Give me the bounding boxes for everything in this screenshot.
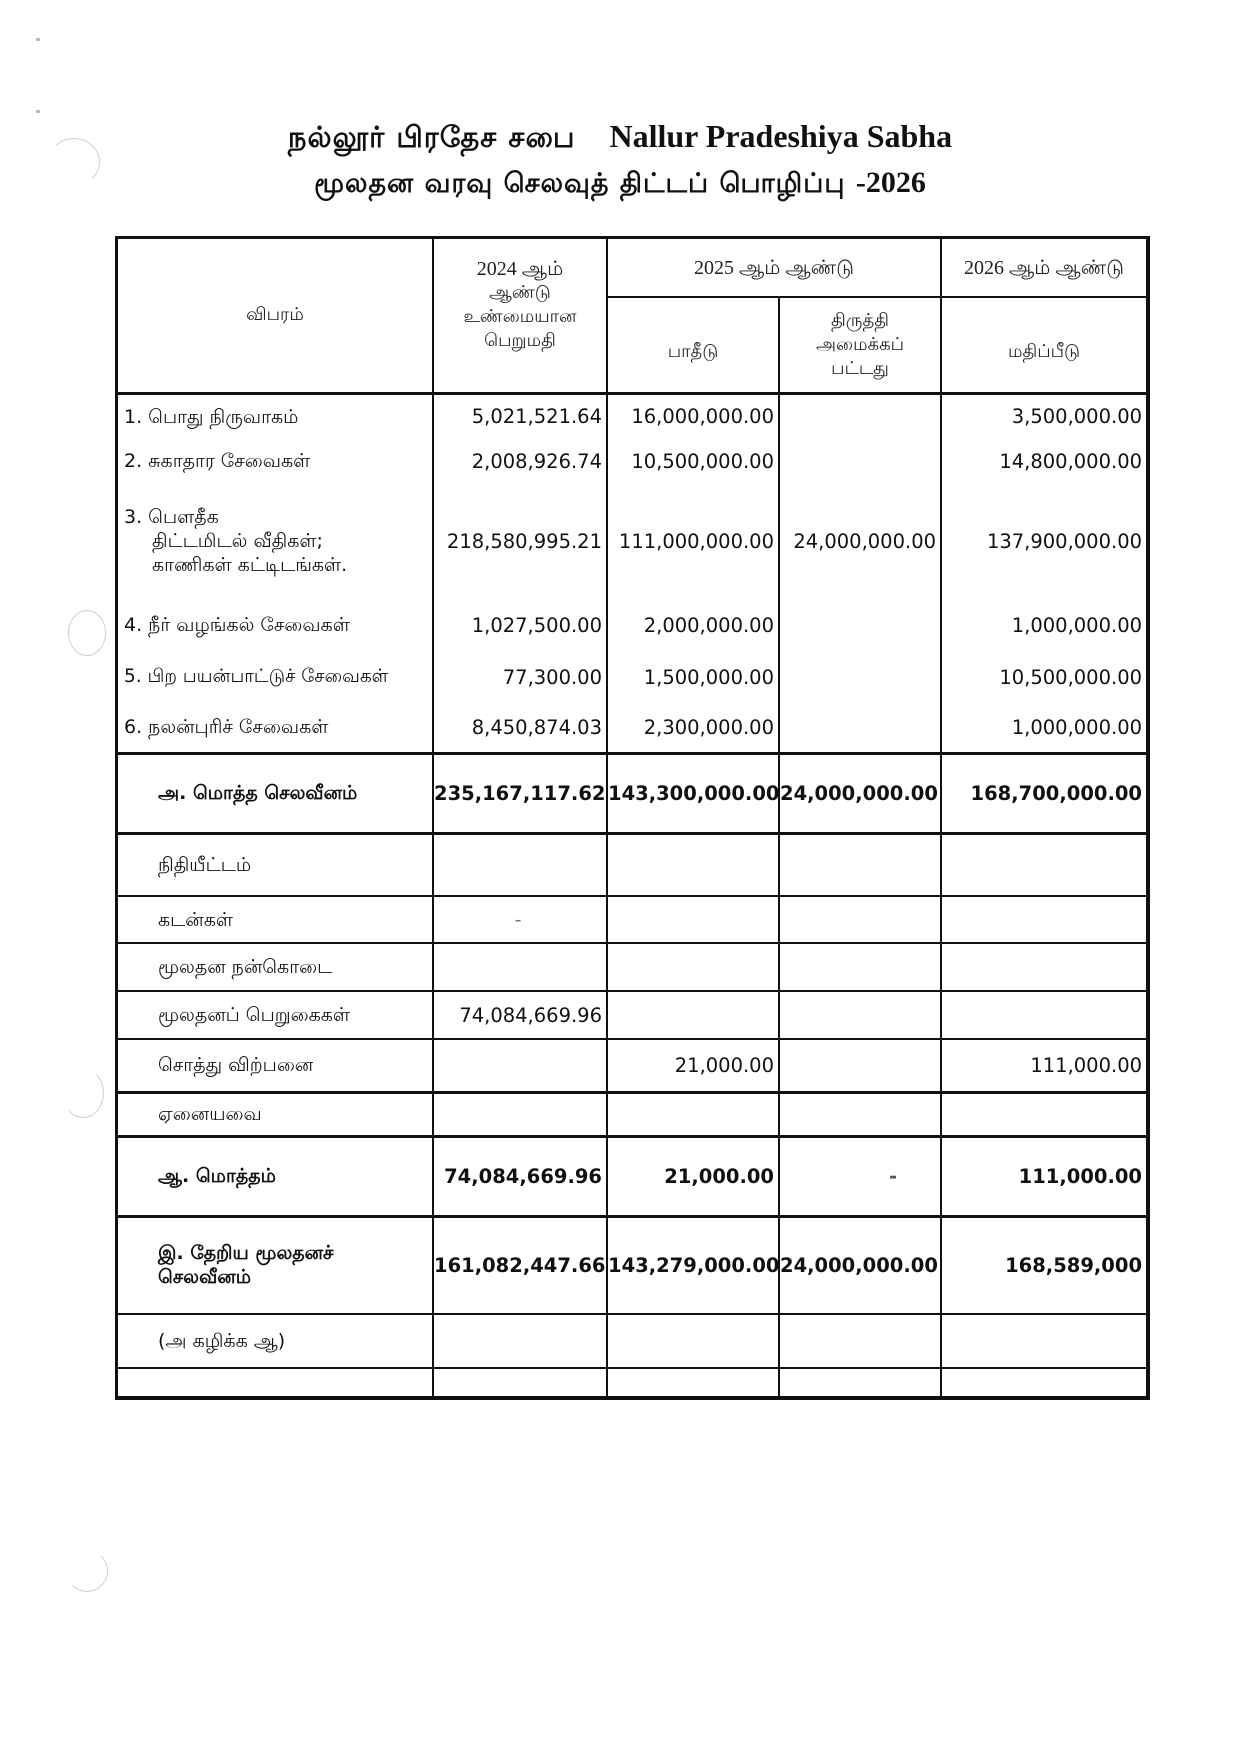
cell-2025-budget: [607, 943, 779, 991]
cell-2025-revised: [779, 896, 941, 943]
cell-2026: [941, 896, 1146, 943]
cell-2024: 1,027,500.00: [433, 599, 607, 651]
total-receipts-row: [118, 1136, 1146, 1216]
table-row: [118, 1092, 1146, 1136]
table-row: [118, 1039, 1146, 1092]
cell-2025-revised: [779, 943, 941, 991]
blank-row: [118, 1368, 1146, 1396]
table-row: [118, 703, 1146, 753]
row-label-line2: திட்டமிடல் வீதிகள்;: [152, 530, 323, 552]
header-2025-allocation: பாதீடு: [607, 297, 779, 393]
total-expenditure-row: [118, 753, 1146, 833]
empty-cell: [941, 1314, 1146, 1368]
empty-cell: [118, 1368, 433, 1396]
empty-cell: [779, 1368, 941, 1396]
cell-2024: 77,300.00: [433, 651, 607, 703]
cell-2026: [941, 1092, 1146, 1136]
header-2025-revised-3: பட்டது: [831, 357, 889, 379]
total-expenditure-2025-budget: 143,300,000.00: [607, 753, 779, 833]
cell-2026: [941, 943, 1146, 991]
cell-2025-budget: 10,500,000.00: [607, 439, 779, 483]
table-row: [118, 651, 1146, 703]
header-2025: 2025 ஆம் ஆண்டு: [607, 239, 941, 297]
cell-2025-budget: [607, 833, 779, 896]
table-row: [118, 439, 1146, 483]
net-capital-note: (அ கழிக்க ஆ): [118, 1314, 433, 1368]
cell-2026: 1,000,000.00: [1011, 613, 1143, 637]
cell-2026: 1,000,000.00: [1011, 715, 1143, 739]
net-capital-2024: 161,082,447.66: [433, 1216, 607, 1314]
cell-2024: 74,084,669.96: [433, 991, 607, 1039]
cell-2025-revised: [779, 703, 941, 753]
total-expenditure-label: அ. மொத்த செலவீனம்: [118, 753, 433, 833]
cell-2025-revised: [779, 439, 941, 483]
cell-2025-budget: [607, 991, 779, 1039]
cell-2025-revised: [779, 393, 941, 439]
header-2024-year: 2024 ஆம்: [476, 258, 564, 280]
cell-2025-revised: [779, 991, 941, 1039]
cell-2025-budget: 111,000,000.00: [607, 483, 779, 599]
cell-2025-budget: 1,500,000.00: [607, 651, 779, 703]
cell-2026: 137,900,000.00: [986, 529, 1143, 553]
budget-table: [118, 239, 1146, 1396]
punch-hole-mark: [48, 138, 100, 186]
row-label-line1: 3. பெளதீக: [124, 506, 219, 528]
cell-2025-revised: [779, 651, 941, 703]
row-label: 4. நீர் வழங்கல் சேவைகள்: [118, 599, 433, 651]
note-row: [118, 1314, 1146, 1368]
punch-hole-mark: [66, 1550, 108, 1592]
header-2024: [433, 239, 607, 393]
total-expenditure-2024: 235,167,117.62: [433, 753, 607, 833]
cell-2024: [433, 1039, 607, 1092]
row-label: 5. பிற பயன்பாட்டுச் சேவைகள்: [118, 651, 433, 703]
cell-2026: 10,500,000.00: [999, 665, 1143, 689]
cell-2024: [433, 1092, 607, 1136]
row-label: [118, 483, 433, 599]
punch-hole-mark: [62, 1068, 104, 1118]
table-row: [118, 943, 1146, 991]
cell-2025-revised: [779, 833, 941, 896]
cell-2024: 8,450,874.03: [433, 703, 607, 753]
header-2024-line4: பெறுமதி: [484, 330, 556, 351]
row-label-line3: காணிகள் கட்டிடங்கள்.: [152, 554, 348, 576]
cell-2025-revised: [779, 1092, 941, 1136]
cell-2025-budget: 16,000,000.00: [607, 393, 779, 439]
net-capital-label-line2: செலவீனம்: [158, 1266, 251, 1289]
cell-2024: [433, 833, 607, 896]
total-expenditure-2025-revised: 24,000,000.00: [779, 753, 941, 833]
cell-2026: 14,800,000.00: [999, 449, 1143, 473]
cell-2024: 218,580,995.21: [433, 483, 607, 599]
header-2025-revised: [779, 297, 941, 393]
total-receipts-2024: 74,084,669.96: [433, 1136, 607, 1216]
net-capital-row: [118, 1216, 1146, 1314]
row-label: 6. நலன்புரிச் சேவைகள்: [118, 703, 433, 753]
cell-2024: 5,021,521.64: [433, 393, 607, 439]
cell-2026: [941, 991, 1146, 1039]
cell-2025-revised: 24,000,000.00: [779, 483, 941, 599]
title-english: Nallur Pradeshiya Sabha: [609, 118, 953, 154]
empty-cell: [433, 1368, 607, 1396]
subtitle-year: -2026: [855, 166, 926, 199]
row-label: 1. பொது நிருவாகம்: [118, 393, 433, 439]
cell-2024: -: [433, 896, 607, 943]
title-line-1: [0, 118, 1240, 158]
table-row: [118, 483, 1146, 599]
cell-2025-budget: 21,000.00: [607, 1039, 779, 1092]
net-capital-2025-revised: 24,000,000.00: [779, 1216, 941, 1314]
cell-2025-budget: [607, 1092, 779, 1136]
empty-cell: [607, 1368, 779, 1396]
cell-2026: 3,500,000.00: [1011, 405, 1143, 429]
header-2026-estimate: மதிப்பீடு: [941, 297, 1146, 393]
row-label: சொத்து விற்பனை: [118, 1039, 433, 1092]
row-label: ஏனையவை: [118, 1092, 433, 1136]
total-receipts-2026: 111,000.00: [941, 1136, 1146, 1216]
header-description: விபரம்: [118, 239, 433, 393]
header-2026: 2026 ஆம் ஆண்டு: [941, 239, 1146, 297]
header-2025-revised-1: திருத்தி: [831, 309, 889, 331]
header-2025-revised-2: அமைக்கப்: [816, 333, 904, 355]
table-row: [118, 991, 1146, 1039]
cell-2025-budget: 2,300,000.00: [607, 703, 779, 753]
cell-2025-budget: 2,000,000.00: [607, 599, 779, 651]
empty-cell: [779, 1314, 941, 1368]
net-capital-label-line1: இ. தேறிய மூலதனச்: [158, 1242, 334, 1265]
net-capital-label: [118, 1216, 433, 1314]
cell-2024: [433, 943, 607, 991]
cell-2025-revised: [779, 1039, 941, 1092]
cell-2025-budget: [607, 896, 779, 943]
total-receipts-2025-budget: 21,000.00: [607, 1136, 779, 1216]
header-2024-line2: ஆண்டு: [489, 282, 551, 303]
total-receipts-2025-revised: -: [779, 1136, 941, 1216]
row-label: மூலதன நன்கொடை: [118, 943, 433, 991]
scan-speck: [36, 110, 40, 113]
table-row: [118, 393, 1146, 439]
net-capital-2025-budget: 143,279,000.00: [607, 1216, 779, 1314]
cell-2026: 111,000.00: [941, 1039, 1146, 1092]
punch-hole-mark: [68, 610, 106, 656]
total-expenditure-2026: 168,700,000.00: [941, 753, 1146, 833]
row-label: 2. சுகாதார சேவைகள்: [118, 439, 433, 483]
scan-speck: [36, 38, 40, 41]
row-label: மூலதனப் பெறுகைகள்: [118, 991, 433, 1039]
empty-cell: [607, 1314, 779, 1368]
row-label: நிதியீட்டம்: [118, 833, 433, 896]
table-row: [118, 599, 1146, 651]
header-2024-line3: உண்மையான: [463, 306, 577, 327]
table-row: [118, 896, 1146, 943]
cell-2024: 2,008,926.74: [433, 439, 607, 483]
net-capital-2026: 168,589,000: [941, 1216, 1146, 1314]
table-row: [118, 833, 1146, 896]
subtitle-tamil: மூலதன வரவு செலவுத் திட்டப் பொழிப்பு: [314, 168, 846, 199]
title-tamil: நல்லூர் பிரதேச சபை: [287, 120, 576, 154]
empty-cell: [433, 1314, 607, 1368]
row-label: கடன்கள்: [118, 896, 433, 943]
empty-cell: [941, 1368, 1146, 1396]
title-line-2: [0, 166, 1240, 203]
cell-2025-revised: [779, 599, 941, 651]
cell-2026: [941, 833, 1146, 896]
budget-table-frame: [115, 236, 1150, 1400]
total-receipts-label: ஆ. மொத்தம்: [118, 1136, 433, 1216]
